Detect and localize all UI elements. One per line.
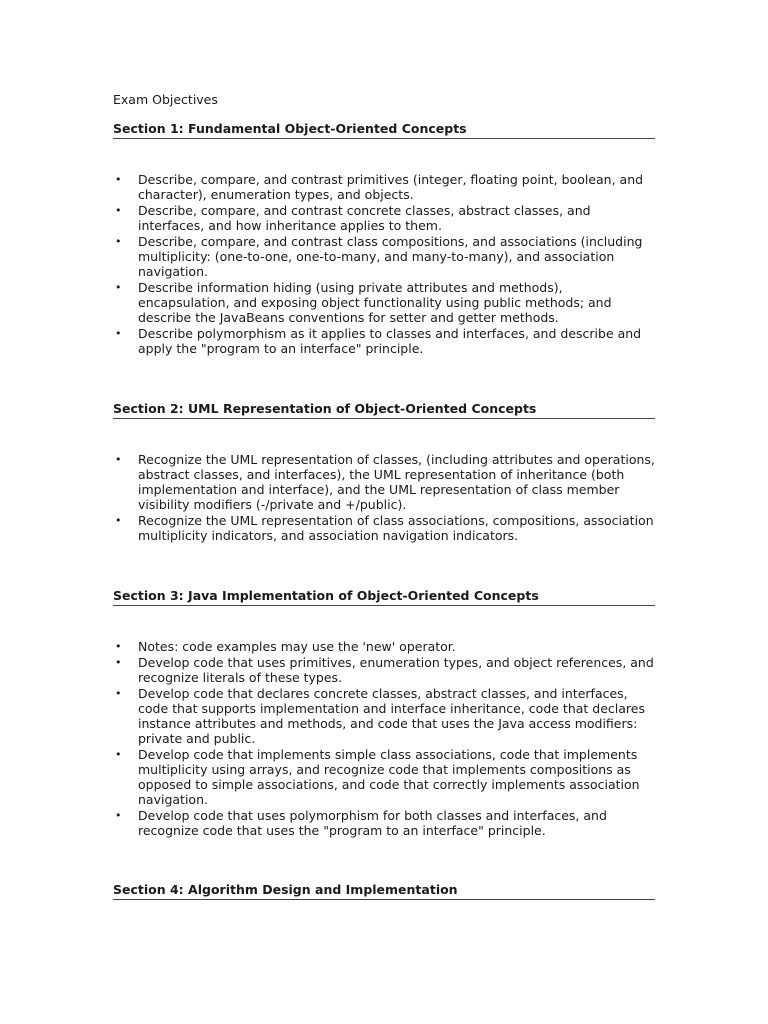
list-item (113, 747, 655, 807)
list-item (113, 639, 655, 654)
bullet-icon: • (115, 640, 122, 653)
list-item (113, 686, 655, 746)
list-item (113, 280, 655, 325)
list-item-text: Describe, compare, and contrast primitives (integer, floating point, boolean, and character), enumeration types, and objects. (138, 172, 644, 202)
list-item-text: Develop code that implements simple class associations, code that implements multiplicity using arrays, and recognize code that implements compositions as opposed to simple associations, and code that correctly implements association navigation. (138, 747, 640, 807)
section-heading: Section 2: UML Representation of Object-Oriented Concepts (113, 401, 655, 419)
list-item-text: Notes: code examples may use the 'new' operator. (138, 639, 456, 654)
bullet-icon: • (115, 809, 122, 822)
list-item (113, 452, 655, 512)
bullet-icon: • (115, 748, 122, 761)
bullet-icon: • (115, 656, 122, 669)
bullet-icon: • (115, 281, 122, 294)
list-item (113, 326, 655, 356)
list-item-text: Describe polymorphism as it applies to classes and interfaces, and describe and apply the "program to an interface" principle. (138, 326, 642, 356)
list-item-text: Describe, compare, and contrast class compositions, and associations (including multiplicity: (one-to-one, one-to-many, and many-to-many), and association navigation. (138, 234, 643, 279)
list-item-text: Describe, compare, and contrast concrete classes, abstract classes, and interfaces, and how inheritance applies to them. (138, 203, 591, 233)
bullet-icon: • (115, 327, 122, 340)
section-3 (113, 588, 655, 839)
list-item-text: Describe information hiding (using private attributes and methods), encapsulation, and exposing object functionality using public methods; and describe the JavaBeans conventions for setter and getter methods. (138, 280, 612, 325)
section-2 (113, 401, 655, 544)
bullet-icon: • (115, 204, 122, 217)
bullet-list (113, 452, 655, 543)
list-item (113, 172, 655, 202)
list-item (113, 203, 655, 233)
bullet-icon: • (115, 687, 122, 700)
list-item-text: Recognize the UML representation of class associations, compositions, association multiplicity indicators, and association navigation indicators. (138, 513, 654, 543)
bullet-icon: • (115, 235, 122, 248)
section-heading: Section 4: Algorithm Design and Implementation (113, 882, 655, 900)
list-item-text: Develop code that declares concrete classes, abstract classes, and interfaces, code that supports implementation and interface inheritance, code that declares instance attributes and methods, and code that uses the Java access modifiers: private and public. (138, 686, 645, 746)
bullet-list (113, 172, 655, 356)
bullet-icon: • (115, 514, 122, 527)
list-item (113, 808, 655, 838)
section-1 (113, 121, 655, 357)
bullet-list (113, 639, 655, 838)
list-item (113, 655, 655, 685)
section-heading: Section 3: Java Implementation of Object-Oriented Concepts (113, 588, 655, 606)
list-item (113, 234, 655, 279)
list-item (113, 513, 655, 543)
section-heading: Section 1: Fundamental Object-Oriented Concepts (113, 121, 655, 139)
bullet-icon: • (115, 173, 122, 186)
document-title: Exam Objectives (113, 92, 218, 107)
section-4 (113, 882, 655, 900)
list-item-text: Develop code that uses polymorphism for both classes and interfaces, and recognize code that uses the "program to an interface" principle. (138, 808, 607, 838)
list-item-text: Recognize the UML representation of classes, (including attributes and operations, abstract classes, and interfaces), the UML representation of inheritance (both implementation and interface), and the UML representation of class member visibility modifiers (-/private and +/public). (138, 452, 655, 512)
list-item-text: Develop code that uses primitives, enumeration types, and object references, and recognize literals of these types. (138, 655, 654, 685)
bullet-icon: • (115, 453, 122, 466)
